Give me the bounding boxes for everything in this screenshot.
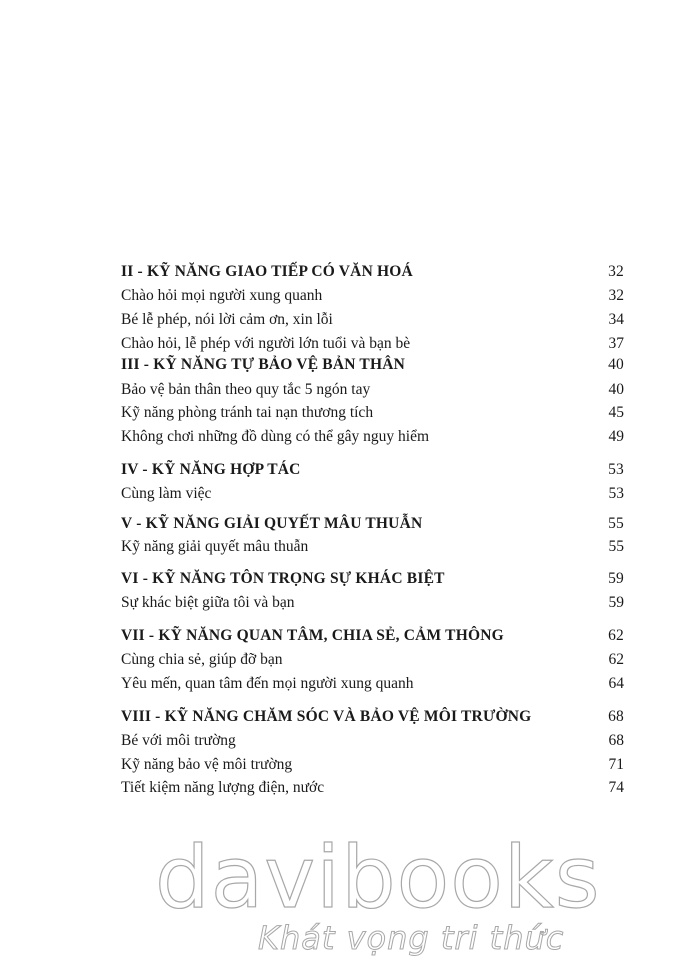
item-label: Kỹ năng giải quyết mâu thuẫn: [121, 538, 309, 555]
item-page: 64: [608, 675, 624, 692]
toc-section-heading: [121, 514, 624, 534]
item-page: 53: [608, 485, 624, 502]
section-page: 55: [608, 515, 624, 532]
item-page: 55: [608, 538, 624, 555]
item-page: 62: [608, 651, 624, 668]
toc-item: [121, 427, 624, 447]
item-page: 68: [608, 732, 624, 749]
section-page: 40: [608, 356, 624, 373]
section-title: V - KỸ NĂNG GIẢI QUYẾT MÂU THUẪN: [121, 515, 423, 532]
item-page: 40: [608, 381, 624, 398]
toc-item: [121, 380, 624, 400]
item-label: Kỹ năng phòng tránh tai nạn thương tích: [121, 404, 374, 421]
item-label: Yêu mến, quan tâm đến mọi người xung quanh: [121, 675, 414, 692]
item-label: Chào hỏi mọi người xung quanh: [121, 287, 323, 304]
item-label: Bảo vệ bản thân theo quy tắc 5 ngón tay: [121, 381, 371, 398]
item-label: Cùng chia sẻ, giúp đỡ bạn: [121, 651, 283, 668]
item-page: 71: [608, 756, 624, 773]
item-label: Chào hỏi, lễ phép với người lớn tuổi và bạn bè: [121, 335, 411, 352]
brand-slogan: Khát vọng tri thức: [258, 919, 565, 957]
item-label: Bé với môi trường: [121, 732, 236, 749]
item-label: Kỹ năng bảo vệ môi trường: [121, 756, 293, 773]
item-page: 45: [608, 404, 624, 421]
section-title: VII - KỸ NĂNG QUAN TÂM, CHIA SẺ, CẢM THÔNG: [121, 627, 504, 644]
item-label: Cùng làm việc: [121, 485, 212, 502]
item-page: 32: [608, 287, 624, 304]
section-page: 59: [608, 570, 624, 587]
toc-item: [121, 286, 624, 306]
toc-item: [121, 310, 624, 330]
item-page: 34: [608, 311, 624, 328]
toc-item: [121, 731, 624, 751]
toc-section-heading: [121, 569, 624, 589]
toc-item: [121, 674, 624, 694]
section-title: VIII - KỸ NĂNG CHĂM SÓC VÀ BẢO VỆ MÔI TRƯỜNG: [121, 708, 532, 725]
toc-section-heading: [121, 460, 624, 480]
section-page: 62: [608, 627, 624, 644]
item-page: 37: [608, 335, 624, 352]
section-title: III - KỸ NĂNG TỰ BẢO VỆ BẢN THÂN: [121, 356, 406, 373]
item-page: 59: [608, 594, 624, 611]
toc-section-heading: [121, 355, 624, 375]
toc-item: [121, 650, 624, 670]
toc-item: [121, 593, 624, 613]
toc-item: [121, 403, 624, 423]
item-page: 74: [608, 779, 624, 796]
section-page: 32: [608, 263, 624, 280]
section-title: II - KỸ NĂNG GIAO TIẾP CÓ VĂN HOÁ: [121, 263, 413, 280]
toc-item: [121, 484, 624, 504]
item-label: Tiết kiệm năng lượng điện, nước: [121, 779, 325, 796]
toc-item: [121, 755, 624, 775]
toc-item: [121, 537, 624, 557]
toc-section-heading: [121, 262, 624, 282]
brand-logo-text: davibooks: [155, 828, 601, 928]
toc-section-heading: [121, 707, 624, 727]
item-label: Không chơi những đồ dùng có thể gây nguy hiểm: [121, 428, 430, 445]
item-label: Bé lễ phép, nói lời cảm ơn, xin lỗi: [121, 311, 333, 328]
section-page: 68: [608, 708, 624, 725]
item-label: Sự khác biệt giữa tôi và bạn: [121, 594, 295, 611]
toc-item: [121, 334, 624, 354]
section-page: 53: [608, 461, 624, 478]
section-title: VI - KỸ NĂNG TÔN TRỌNG SỰ KHÁC BIỆT: [121, 570, 445, 587]
item-page: 49: [608, 428, 624, 445]
section-title: IV - KỸ NĂNG HỢP TÁC: [121, 461, 301, 478]
toc-section-heading: [121, 626, 624, 646]
toc-item: [121, 778, 624, 798]
